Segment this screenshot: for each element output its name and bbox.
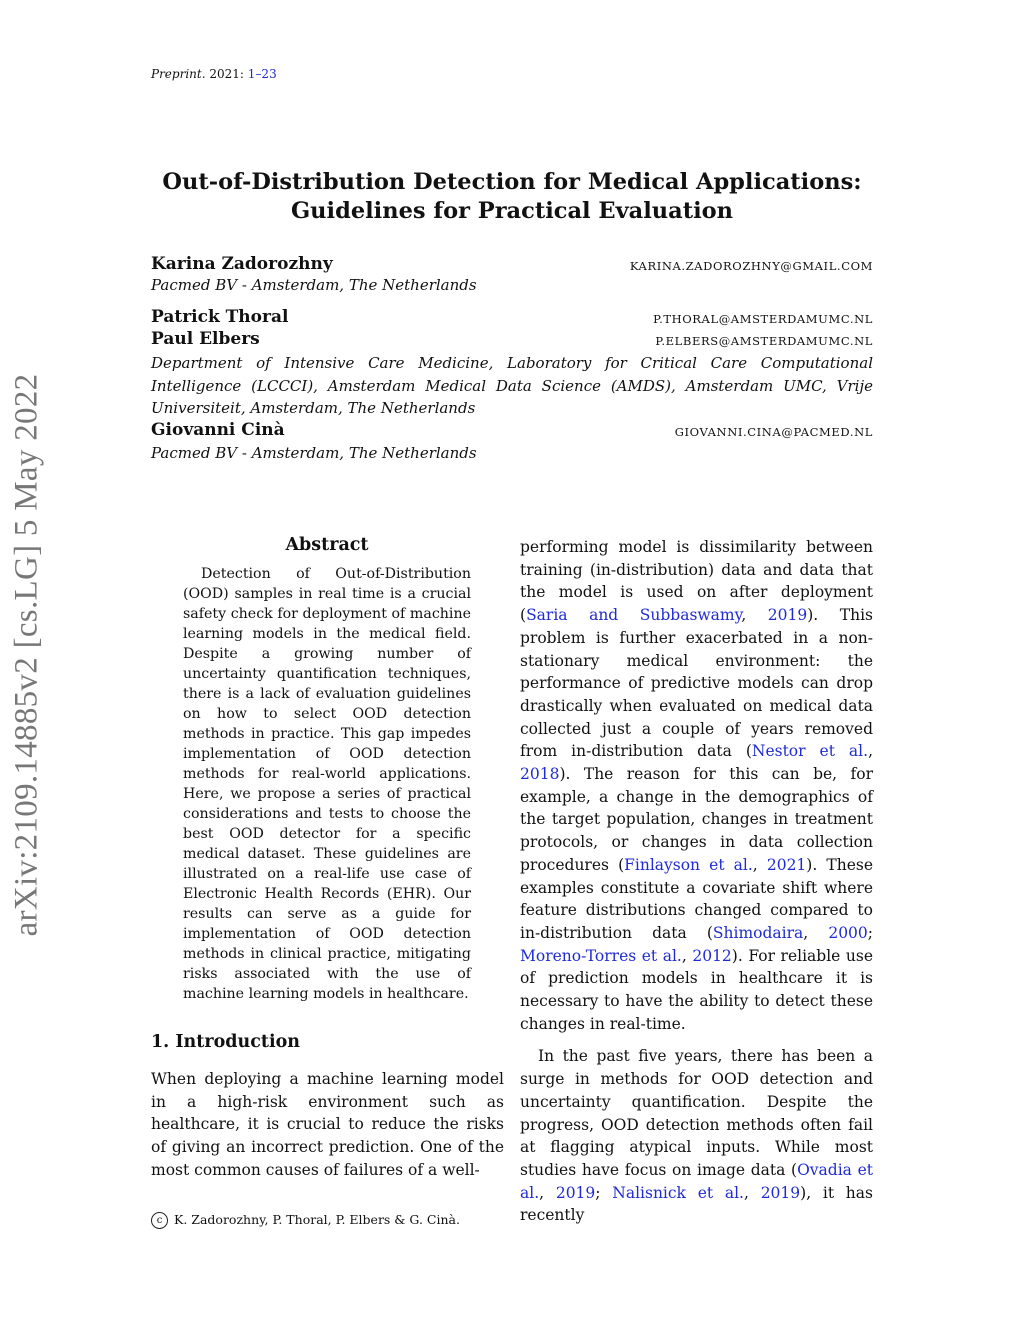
citation-link[interactable]: Ovadia et al.	[520, 1160, 874, 1202]
author-email[interactable]: P.ELBERS@AMSTERDAMUMC.NL	[655, 334, 873, 348]
citation-link[interactable]: Nalisnick et al.	[612, 1183, 744, 1202]
text-run: In the past five years, there has been a surge in methods for OOD detection and uncertainty quantification. Despite the progress, OOD detection methods often fail at flagging atypical inputs. While most studies have focus on image data (	[520, 1047, 873, 1179]
copyright-text: K. Zadorozhny, P. Thoral, P. Elbers & G. Cinà.	[174, 1212, 460, 1227]
citation-year-link[interactable]: 2012	[692, 946, 732, 965]
intro-right-column	[520, 536, 873, 1227]
author-email[interactable]: P.THORAL@AMSTERDAMUMC.NL	[653, 312, 873, 326]
intro-paragraph: When deploying a machine learning model in a high-risk environment such as healthcare, it is crucial to reduce the risks of giving an incorrect prediction. One of the most common causes of failures of a well-	[151, 1070, 504, 1179]
text-run: ,	[539, 1183, 556, 1202]
citation-year-link[interactable]: 2000	[828, 923, 868, 942]
author-name: Karina Zadorozhny	[151, 254, 333, 274]
citation-link[interactable]: Saria and Subbaswamy	[526, 606, 742, 625]
citation-link[interactable]: Finlayson et al.	[624, 855, 753, 874]
paper-title-line-2: Guidelines for Practical Evaluation	[290, 198, 734, 224]
text-run: ,	[744, 1183, 761, 1202]
author-name: Giovanni Cinà	[151, 420, 285, 440]
author-affiliation: Pacmed BV - Amsterdam, The Netherlands	[151, 276, 477, 294]
text-run: ,	[752, 855, 767, 874]
author-affiliation: Department of Intensive Care Medicine, Laboratory for Critical Care Computational Intelligence (LCCCI), Amsterdam Medical Data Science (AMDS), Amsterdam UMC, Vrije Universiteit, Amsterdam, The Netherlands	[151, 354, 873, 417]
citation-year-link[interactable]: 2018	[520, 765, 560, 784]
paper-title	[151, 168, 873, 226]
text-run: ,	[741, 606, 768, 625]
arxiv-stamp-text: arXiv:2109.14885v2 [cs.LG] 5 May 2022	[8, 373, 45, 937]
citation-year-link[interactable]: 2019	[760, 1183, 801, 1202]
running-header	[151, 67, 277, 81]
text-run: ;	[867, 923, 874, 942]
author-name: Paul Elbers	[151, 329, 260, 349]
text-run: performing model is dissimilarity between training (in-distribution) data and data that the model is used on after deployment (	[520, 538, 873, 625]
abstract-body	[183, 564, 471, 1004]
citation-link[interactable]: Nestor et al.	[751, 742, 869, 761]
abstract-heading: Abstract	[285, 535, 369, 555]
citation-link[interactable]: Shimodaira	[712, 923, 804, 942]
author-email[interactable]: KARINA.ZADOROZHNY@GMAIL.COM	[629, 259, 873, 273]
header-pages-link[interactable]: 1–23	[247, 67, 277, 81]
abstract-text: Detection of Out-of-Distribution (OOD) samples in real time is a crucial safety check for deployment of machine learning models in the medical field. Despite a growing number of uncertainty quantification techniques, there is a lack of evaluation guidelines on how to select OOD detection methods in practice. This gap impedes implementation of OOD detection methods for real-world applications. Here, we propose a series of practical considerations and tests to choose the best OOD detector for a specific medical dataset. These guidelines are illustrated on a real-life use case of Electronic Health Records (EHR). Our results can serve as a guide for implementation of OOD detection methods in clinical practice, mitigating risks associated with the use of machine learning models in healthcare.	[183, 566, 471, 1002]
author-email[interactable]: GIOVANNI.CINA@PACMED.NL	[674, 425, 873, 439]
arxiv-stamp	[0, 370, 54, 940]
paper-title-line-1: Out-of-Distribution Detection for Medical Applications:	[162, 169, 862, 195]
citation-year-link[interactable]: 2021	[766, 855, 807, 874]
text-run: ). These examples constitute a covariate shift where feature distributions changed compared to in-distribution data (	[520, 855, 874, 942]
intro-paragraph	[520, 536, 873, 1035]
text-run: ). This problem is further exacerbated in a non-stationary medical environment: the performance of predictive models can drop drastically when evaluated on medical data collected just a couple of years removed from in-distribution data (	[520, 606, 874, 761]
text-run: ), it has recently	[520, 1183, 873, 1225]
header-year: 2021:	[209, 67, 244, 81]
copyright-footer	[151, 1212, 460, 1229]
intro-left-column	[151, 1068, 504, 1182]
text-run: ). For reliable use of prediction models in healthcare it is necessary to have the ability to detect these changes in real-time.	[520, 946, 873, 1033]
text-run: ,	[681, 946, 693, 965]
author-affiliation: Pacmed BV - Amsterdam, The Netherlands	[151, 444, 477, 462]
citation-year-link[interactable]: 2019	[767, 606, 808, 625]
author-name: Patrick Thoral	[151, 307, 289, 327]
text-run: ,	[803, 923, 829, 942]
intro-paragraph	[520, 1045, 873, 1227]
text-run: ;	[595, 1183, 613, 1202]
text-run: ,	[868, 742, 873, 761]
citation-year-link[interactable]: 2019	[555, 1183, 596, 1202]
section-heading-introduction: 1. Introduction	[151, 1032, 300, 1052]
citation-link[interactable]: Moreno-Torres et al.	[520, 946, 682, 965]
copyright-icon: c	[151, 1212, 168, 1229]
header-label: Preprint.	[151, 67, 206, 81]
text-run: ). The reason for this can be, for example, a change in the demographics of the target population, changes in treatment protocols, or changes in data collection procedures (	[520, 765, 873, 874]
